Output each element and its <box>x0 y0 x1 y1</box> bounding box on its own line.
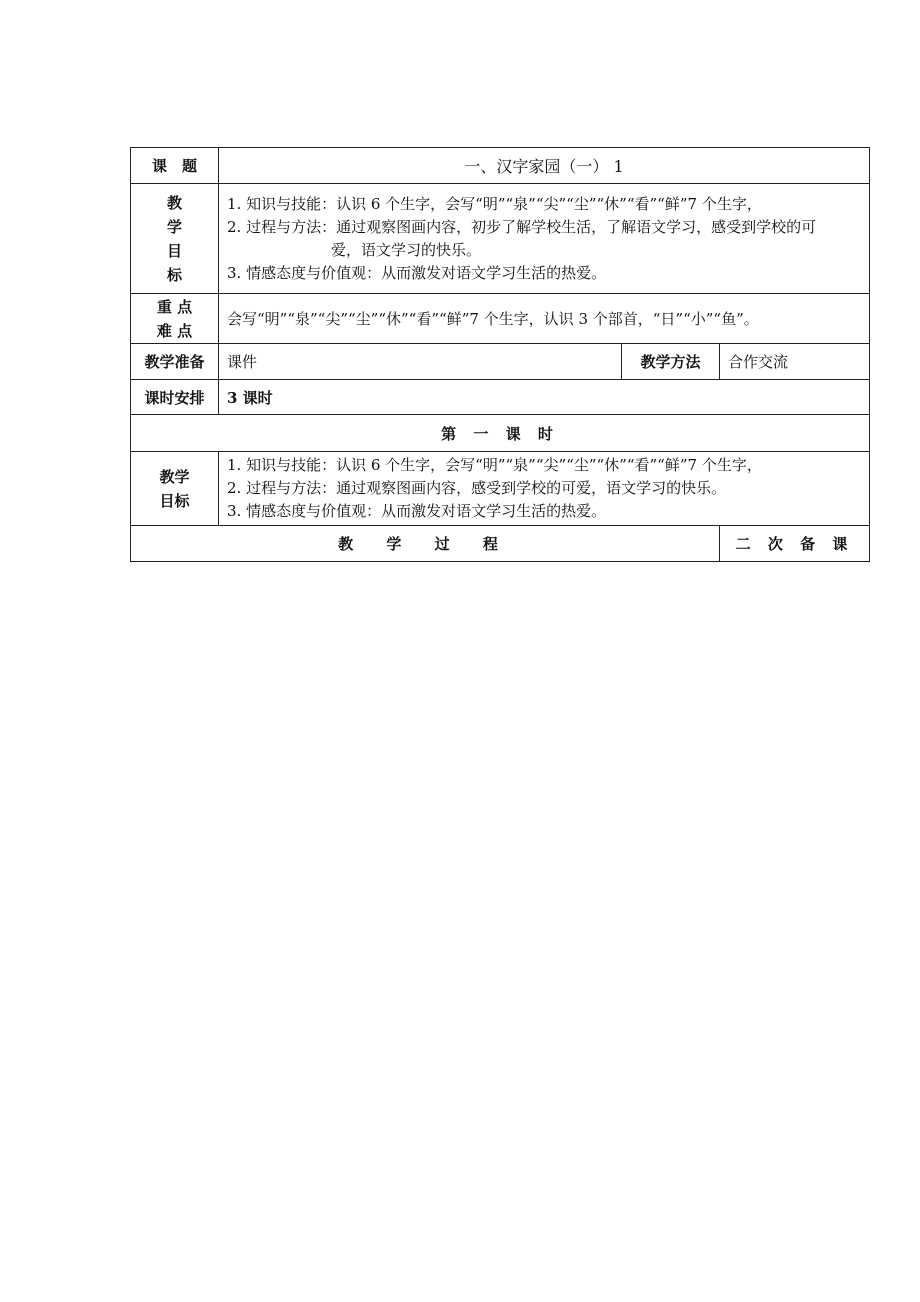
lesson-plan-table <box>130 147 870 562</box>
process-label: 教 学 过 程 <box>131 526 720 562</box>
prep-row <box>131 344 870 380</box>
goals-content <box>219 184 870 294</box>
goal-item: 1. 知识与技能：认识 6 个生字，会写“明”“泉”“尖”“尘”“休”“看”“鲜”7 个生字， <box>227 194 762 213</box>
key-points-row <box>131 294 870 344</box>
prep-value: 课件 <box>219 344 622 380</box>
lesson-goal-item: 2. 过程与方法：通过观察图画内容，感受到学校的可爱，语文学习的快乐。 <box>227 479 727 497</box>
lesson-goal-item: 3. 情感态度与价值观：从而激发对语文学习生活的热爱。 <box>227 502 607 520</box>
prep-label: 教学准备 <box>131 344 219 380</box>
lesson-title: 第 一 课 时 <box>131 415 870 452</box>
schedule-row <box>131 380 870 415</box>
topic-title: 一、汉字家园（一） 1 <box>219 148 870 184</box>
key-points-label: 重 点 难 点 <box>131 294 219 344</box>
method-label: 教学方法 <box>622 344 720 380</box>
second-prep-label: 二 次 备 课 <box>720 526 870 562</box>
topic-label: 课 题 <box>131 148 219 184</box>
topic-row <box>131 148 870 184</box>
goal-item: 2. 过程与方法：通过观察图画内容，初步了解学校生活，了解语文学习，感受到学校的可 <box>227 217 817 236</box>
goal-item: 3. 情感态度与价值观：从而激发对语文学习生活的热爱。 <box>227 263 607 282</box>
process-header-row <box>131 526 870 562</box>
lesson-title-row <box>131 415 870 452</box>
goal-item-continuation: 爱，语文学习的快乐。 <box>331 240 482 259</box>
lesson-goals-label: 教学 目标 <box>131 452 219 526</box>
lesson-goals-row <box>131 452 870 526</box>
lesson-goal-item: 1. 知识与技能：认识 6 个生字，会写“明”“泉”“尖”“尘”“休”“看”“鲜”7 个生字， <box>227 456 762 474</box>
goals-row <box>131 184 870 294</box>
schedule-label: 课时安排 <box>131 380 219 415</box>
goals-label: 教 学 目 标 <box>131 184 219 294</box>
lesson-goals-content <box>219 452 870 526</box>
schedule-value: 3 课时 <box>219 380 870 415</box>
method-value: 合作交流 <box>720 344 870 380</box>
key-points-value: 会写“明”“泉”“尖”“尘”“休”“看”“鲜”7 个生字，认识 3 个部首，“日”“小”“鱼”。 <box>219 294 870 344</box>
